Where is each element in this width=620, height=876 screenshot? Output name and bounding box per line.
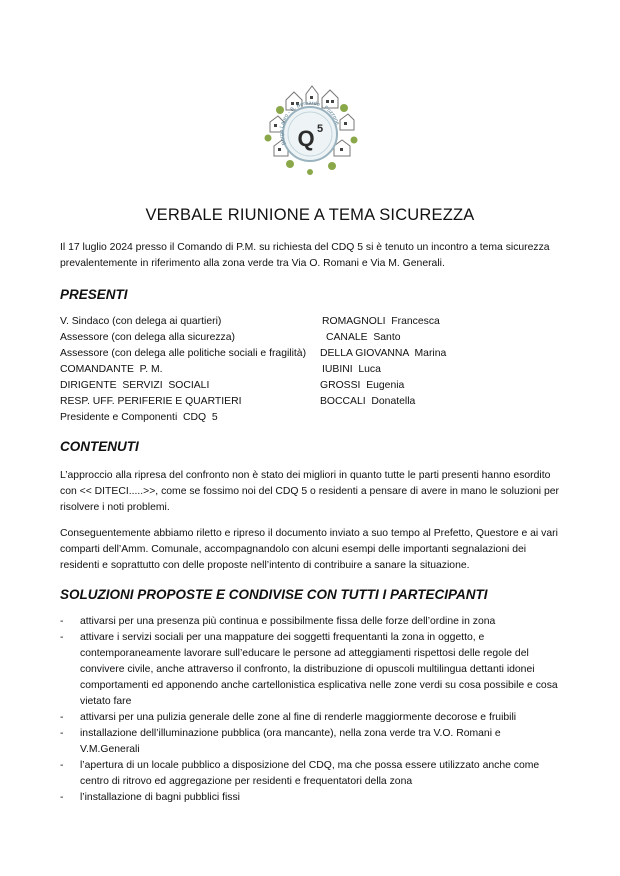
list-item	[60, 790, 560, 806]
list-item-text: l’installazione di bagni pubblici fissi	[80, 792, 240, 803]
presenti-row	[60, 346, 560, 362]
logo-sup: 5	[316, 123, 324, 135]
list-item-text: l’apertura di un locale pubblico a disposizione del CDQ, ma che possa essere utilizzato anche come centro di ritrovo ed aggregazione per residenti e frequentatori della zona	[80, 760, 540, 787]
presenti-row	[60, 378, 560, 394]
bullet-dash: -	[60, 792, 64, 803]
soluzioni-heading: SOLUZIONI PROPOSTE E CONDIVISE CON TUTTI I PARTECIPANTI	[60, 587, 488, 602]
presenti-role: Presidente e Componenti CDQ 5	[60, 412, 218, 423]
list-item-text: installazione dell’illuminazione pubblica (ora mancante), nella zona verde tra V.O. Romani e V.M.Generali	[80, 728, 501, 755]
presenti-role: COMANDANTE P. M.	[60, 364, 163, 375]
list-item-text: attivare i servizi sociali per una mappature dei soggetti frequentanti la zona in oggetto, e contemporaneamente lavorare sull’educare le persone ad atteggiamenti rispettosi delle regole del convivere civile, anche attraverso il confronto, la distribuzione di opuscoli multilingua dettanti idonei comportamenti ed apponendo anche cartellonistica esplicativa nelle zone verdi su cosa possibile e cosa vietato fare	[80, 632, 558, 707]
presenti-name: ROMAGNOLI Francesca	[322, 316, 440, 327]
contenuti-paragraph-2: Conseguentemente abbiamo riletto e ripreso il documento inviato a suo tempo al Prefetto, Questore e ai vari comparti dell’Amm. Comunale, accompagnandolo con alcuni esempi delle importanti segnalazioni dei residenti e soprattutto con delle proposte nell’intento di contribuire a sanare la situazione.	[60, 528, 558, 571]
contenuti-heading: CONTENUTI	[60, 439, 139, 454]
presenti-role: RESP. UFF. PERIFERIE E QUARTIERI	[60, 396, 242, 407]
presenti-name: DELLA GIOVANNA Marina	[320, 348, 447, 359]
list-item	[60, 614, 560, 630]
list-item	[60, 710, 560, 726]
bullet-dash: -	[60, 712, 64, 723]
list-item	[60, 758, 560, 790]
presenti-name: GROSSI Eugenia	[320, 380, 405, 391]
document-title: VERBALE RIUNIONE A TEMA SICUREZZA	[145, 206, 475, 224]
presenti-role: V. Sindaco (con delega ai quartieri)	[60, 316, 222, 327]
list-item-text: attivarsi per una presenza più continua e possibilmente fissa delle forze dell’ordine in zona	[80, 616, 496, 627]
bullet-dash: -	[60, 728, 64, 739]
logo-mark: Q	[297, 126, 315, 151]
presenti-role: Assessore (con delega alla sicurezza)	[60, 332, 235, 343]
intro-paragraph: Il 17 luglio 2024 presso il Comando di P.M. su richiesta del CDQ 5 si è tenuto un incontro a tema sicurezza prevalentemente in riferimento alla zona verde tra Via O. Romani e Via M. Generali.	[60, 242, 550, 269]
list-item	[60, 726, 560, 758]
presenti-name: CANALE Santo	[326, 332, 401, 343]
presenti-name: IUBINI Luca	[322, 364, 381, 375]
presenti-heading: PRESENTI	[60, 287, 128, 302]
contenuti-paragraph-1: L’approccio alla ripresa del confronto non è stato dei migliori in quanto tutte le parti presenti hanno esordito con << DITECI.....>>, come se fossimo noi del CDQ 5 o residenti a pensare di avere in mano le soluzioni per risolvere i noti problemi.	[60, 470, 559, 513]
presenti-row	[60, 330, 560, 346]
presenti-row	[60, 314, 560, 330]
presenti-row	[60, 394, 560, 410]
presenti-role: DIRIGENTE SERVIZI SOCIALI	[60, 380, 210, 391]
bullet-dash: -	[60, 632, 64, 643]
presenti-role: Assessore (con delega alle politiche sociali e fragilità)	[60, 348, 307, 359]
cdq5-logo	[256, 74, 364, 182]
list-item	[60, 630, 560, 710]
bullet-dash: -	[60, 760, 64, 771]
soluzioni-list	[60, 614, 560, 806]
presenti-row	[60, 362, 560, 378]
presenti-row	[60, 410, 560, 426]
logo-emblem	[256, 74, 364, 182]
bullet-dash: -	[60, 616, 64, 627]
logo-ring-text: Borgo Lauro - S. Bernardo - Pozzone	[278, 100, 341, 146]
list-item-text: attivarsi per una pulizia generale delle zone al fine di renderle maggiormente decorose e fruibili	[80, 712, 517, 723]
presenti-name: BOCCALI Donatella	[320, 396, 416, 407]
